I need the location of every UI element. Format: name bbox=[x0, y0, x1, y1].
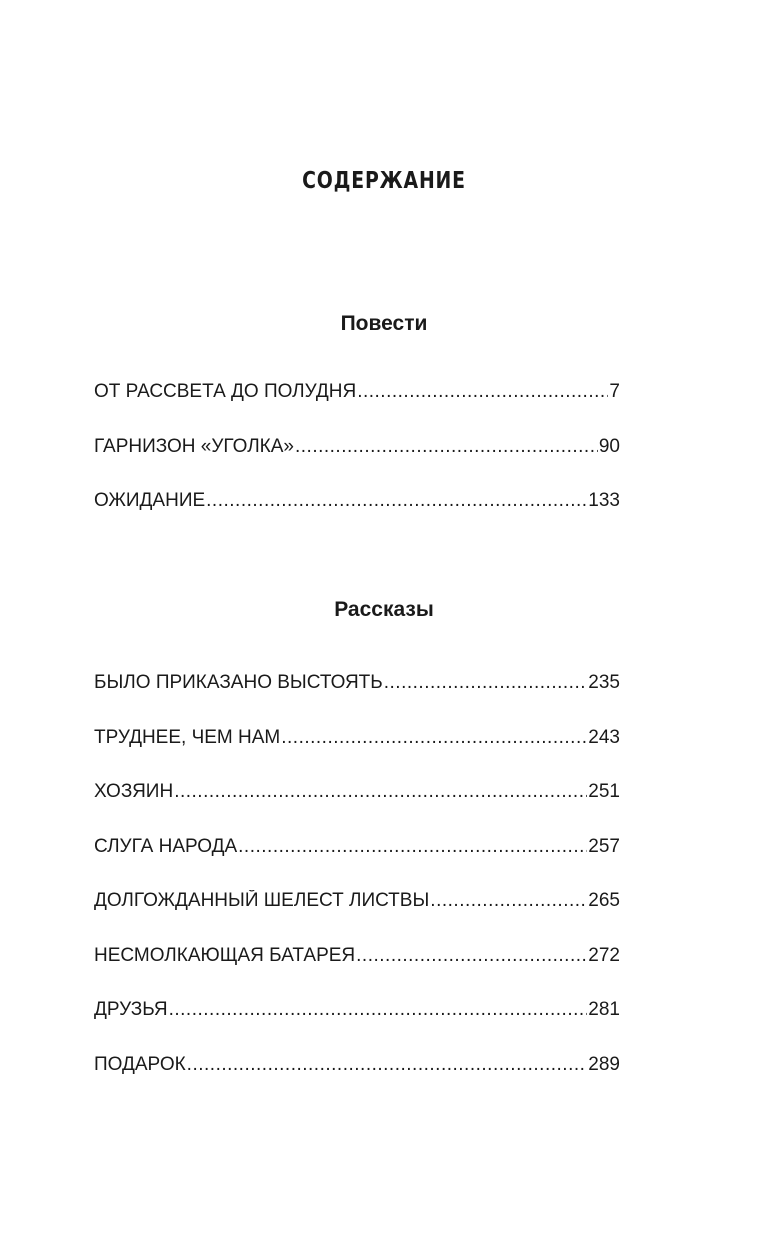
toc-list-povesti bbox=[94, 381, 620, 545]
dot-leader bbox=[357, 381, 608, 403]
toc-entry-page: 272 bbox=[588, 944, 620, 966]
toc-entry-page: 133 bbox=[588, 490, 620, 511]
toc-entry[interactable] bbox=[94, 945, 620, 1000]
toc-entry-page: 251 bbox=[588, 781, 620, 802]
toc-entry[interactable] bbox=[94, 381, 620, 436]
toc-list-rasskazy bbox=[94, 672, 620, 1108]
toc-entry-title: СЛУГА НАРОДА bbox=[94, 835, 238, 857]
toc-entry-page: 243 bbox=[588, 726, 620, 748]
toc-entry[interactable] bbox=[94, 781, 620, 836]
dot-leader bbox=[281, 727, 587, 749]
dot-leader bbox=[430, 890, 587, 912]
toc-entry-page: 281 bbox=[588, 999, 620, 1020]
toc-entry-title: ТРУДНЕЕ, ЧЕМ НАМ bbox=[94, 726, 281, 748]
toc-entry-page: 265 bbox=[588, 890, 620, 911]
dot-leader bbox=[356, 945, 587, 967]
section-heading-rasskazy: Рассказы bbox=[334, 598, 434, 621]
page-title: СОДЕРЖАНИЕ bbox=[302, 168, 466, 194]
toc-entry-title: ПОДАРОК bbox=[94, 1053, 186, 1075]
toc-entry[interactable] bbox=[94, 1054, 620, 1109]
dot-leader bbox=[169, 999, 588, 1021]
toc-entry-title: ОЖИДАНИЕ bbox=[94, 490, 206, 511]
toc-entry-title: ХОЗЯИН bbox=[94, 781, 174, 802]
toc-entry-title: ОТ РАССВЕТА ДО ПОЛУДНЯ bbox=[94, 381, 357, 402]
toc-entry-page: 235 bbox=[588, 672, 620, 693]
toc-entry[interactable] bbox=[94, 672, 620, 727]
toc-entry[interactable] bbox=[94, 890, 620, 945]
toc-entry[interactable] bbox=[94, 999, 620, 1054]
toc-entry-page: 90 bbox=[598, 435, 620, 457]
toc-entry-title: НЕСМОЛКАЮЩАЯ БАТАРЕЯ bbox=[94, 944, 356, 966]
dot-leader bbox=[187, 1054, 588, 1076]
toc-entry-page: 289 bbox=[588, 1053, 620, 1075]
toc-entry-page: 257 bbox=[588, 835, 620, 857]
dot-leader bbox=[238, 836, 587, 858]
dot-leader bbox=[206, 490, 587, 512]
toc-entry[interactable] bbox=[94, 436, 620, 491]
toc-entry-title: БЫЛО ПРИКАЗАНО ВЫСТОЯТЬ bbox=[94, 672, 383, 693]
toc-entry-page: 7 bbox=[609, 381, 620, 402]
toc-entry[interactable] bbox=[94, 490, 620, 545]
toc-entry[interactable] bbox=[94, 727, 620, 782]
toc-entry-title: ДОЛГОЖДАННЫЙ ШЕЛЕСТ ЛИСТВЫ bbox=[94, 890, 430, 911]
dot-leader bbox=[174, 781, 587, 803]
toc-entry-title: ГАРНИЗОН «УГОЛКА» bbox=[94, 435, 294, 457]
section-heading-povesti: Повести bbox=[340, 312, 428, 335]
toc-entry[interactable] bbox=[94, 836, 620, 891]
dot-leader bbox=[384, 672, 588, 694]
dot-leader bbox=[295, 436, 598, 458]
toc-entry-title: ДРУЗЬЯ bbox=[94, 999, 168, 1020]
